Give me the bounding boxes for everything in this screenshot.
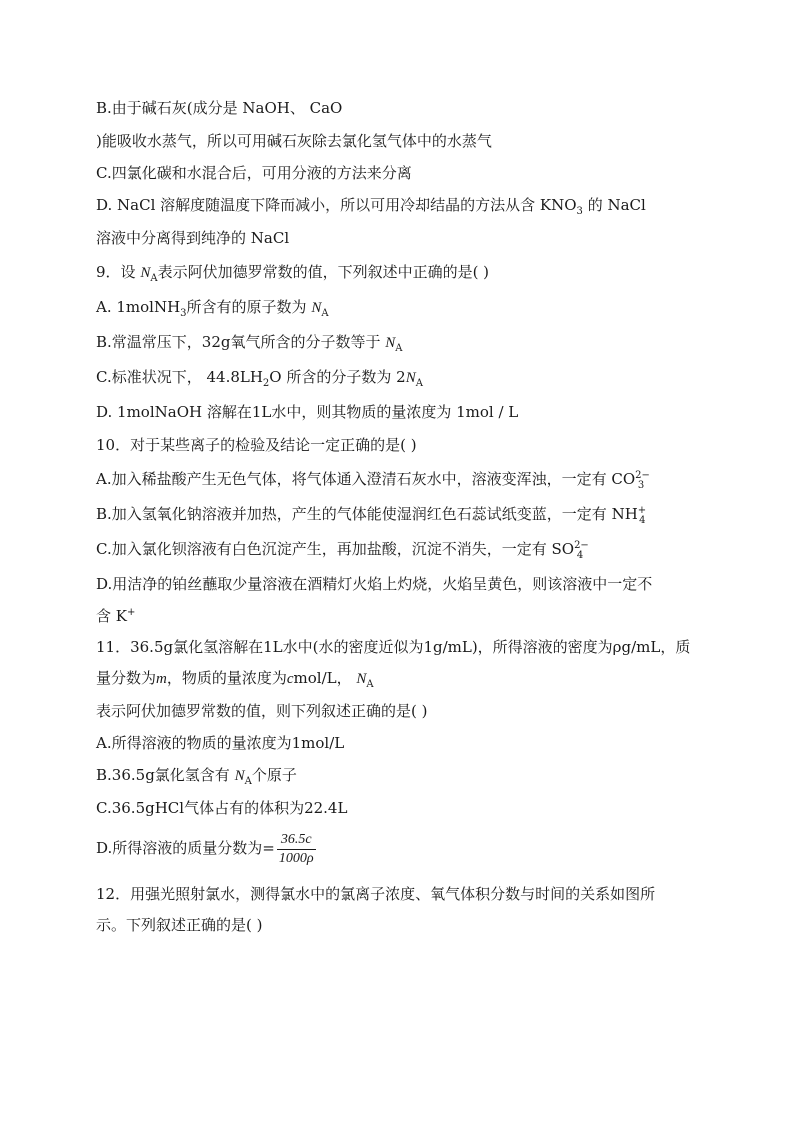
option-9b-text: B.常温常压下，32g氧气所含的分子数等于: [96, 333, 386, 351]
avogadro-symbol: N: [234, 768, 245, 784]
question-9-number: 9．设: [96, 263, 141, 281]
subscript: 4: [639, 515, 646, 526]
option-8d-text-end: 的 NaCl: [582, 196, 646, 214]
superscript: +: [637, 505, 647, 516]
avogadro-symbol: N: [311, 300, 322, 316]
superscript: 2−: [574, 540, 589, 551]
question-11: [96, 637, 690, 657]
question-9: [96, 262, 489, 283]
option-11a: [96, 733, 344, 753]
option-9a: [96, 297, 329, 318]
option-11d: [96, 828, 316, 868]
option-10c-text: C.加入氯化钡溶液有白色沉淀产生，再加盐酸，沉淀不消失，一定有 SO: [96, 540, 575, 558]
subscript: 3: [637, 480, 645, 491]
option-8d: [96, 195, 646, 215]
question-11-continued: [96, 668, 374, 689]
fraction-numerator: 36.5c: [277, 831, 316, 850]
subscript: 4: [576, 550, 584, 561]
subscript: A: [244, 776, 252, 787]
option-9d-text: D. 1molNaOH 溶解在1L水中，则其物质的量浓度为 1mol / L: [96, 403, 519, 421]
question-11-stem-end: [96, 701, 427, 721]
avogadro-symbol: N: [356, 671, 367, 687]
option-8d-continued-text: 溶液中分离得到纯净的 NaCl: [96, 229, 290, 247]
superscript: +: [126, 607, 136, 618]
fraction: [277, 831, 316, 868]
option-9c-text: C.标准状况下， 44.8LH: [96, 368, 263, 386]
question-11-text-part: ，物质的量浓度为: [166, 669, 287, 687]
option-11c: [96, 798, 347, 818]
option-8c-text: C.四氯化碳和水混合后，可用分液的方法来分离: [96, 164, 412, 182]
question-12-continued-text: 示。下列叙述正确的是( ): [96, 916, 263, 934]
avogadro-symbol: N: [385, 335, 396, 351]
variable-c: c: [286, 671, 294, 687]
option-9a-text-end: 所含有的原子数为: [186, 298, 312, 316]
question-11-stem-end-text: 表示阿伏加德罗常数的值，则下列叙述正确的是( ): [96, 702, 428, 720]
option-10d-continued-text: 含 K: [96, 607, 127, 625]
question-9-text: 表示阿伏加德罗常数的值，下列叙述中正确的是( ): [157, 263, 490, 281]
subscript: 2: [262, 378, 270, 389]
option-9d: [96, 402, 518, 422]
option-10a-text: A.加入稀盐酸产生无色气体，将气体通入澄清石灰水中，溶液变浑浊，一定有 CO: [96, 470, 636, 488]
option-11a-text: A.所得溶液的物质的量浓度为1mol/L: [96, 734, 345, 752]
subscript: 3: [180, 308, 187, 319]
option-9c-text-end: O 所含的分子数为 2: [269, 368, 406, 386]
option-8c: [96, 163, 412, 183]
option-10d-text: D.用洁净的铂丝蘸取少量溶液在酒精灯火焰上灼烧，火焰呈黄色，则该溶液中一定不: [96, 575, 653, 593]
subscript: A: [150, 273, 158, 284]
option-9c: [96, 367, 423, 388]
option-10d-continued: [96, 606, 135, 626]
option-10b: [96, 504, 646, 524]
option-9b: [96, 332, 403, 353]
option-11d-text: D.所得溶液的质量分数为=: [96, 839, 275, 857]
option-10d: [96, 574, 652, 594]
option-8d-text: D. NaCl 溶解度随温度下降而减小，所以可用冷却结晶的方法从含 KNO: [96, 196, 577, 214]
subscript: 3: [576, 206, 583, 217]
question-12-continued: [96, 915, 262, 935]
option-8b-continued-text: )能吸收水蒸气，所以可用碱石灰除去氯化氢气体中的水蒸气: [96, 132, 492, 150]
question-12-text: 12．用强光照射氯水，测得氯水中的氯离子浓度、氧气体积分数与时间的关系如图所: [96, 885, 656, 903]
avogadro-symbol: N: [140, 265, 151, 281]
question-10: [96, 435, 417, 455]
option-10a: [96, 469, 650, 491]
option-8b-continued: [96, 131, 492, 151]
option-10c: [96, 539, 589, 561]
fraction-denominator: 1000ρ: [278, 850, 314, 866]
question-11-text: 11．36.5g氯化氢溶解在1L水中(水的密度近似为1g/mL)，所得溶液的密度为ρg/mL，质: [96, 638, 691, 656]
option-11b: [96, 765, 297, 786]
avogadro-symbol: N: [405, 370, 416, 386]
option-9a-text: A. 1molNH: [96, 298, 181, 316]
question-12: [96, 884, 655, 904]
option-8d-continued: [96, 228, 289, 248]
superscript: 2−: [635, 470, 650, 481]
subscript: A: [415, 378, 423, 389]
variable-m: m: [156, 671, 167, 687]
option-8b: [96, 98, 342, 118]
question-10-text: 10．对于某些离子的检验及结论一定正确的是( ): [96, 436, 417, 454]
option-11b-text-end: 个原子: [251, 766, 297, 784]
subscript: A: [366, 679, 374, 690]
option-8b-text: B.由于碱石灰(成分是 NaOH、 CaO: [96, 99, 343, 117]
option-10b-text: B.加入氢氧化钠溶液并加热，产生的气体能使湿润红色石蕊试纸变蓝，一定有 NH: [96, 505, 638, 523]
subscript: A: [395, 343, 403, 354]
question-11-text-part: 量分数为: [96, 669, 157, 687]
option-11b-text: B.36.5g氯化氢含有: [96, 766, 235, 784]
option-11c-text: C.36.5gHCl气体占有的体积为22.4L: [96, 799, 348, 817]
subscript: A: [321, 308, 329, 319]
question-11-text-part: mol/L，: [293, 669, 357, 687]
